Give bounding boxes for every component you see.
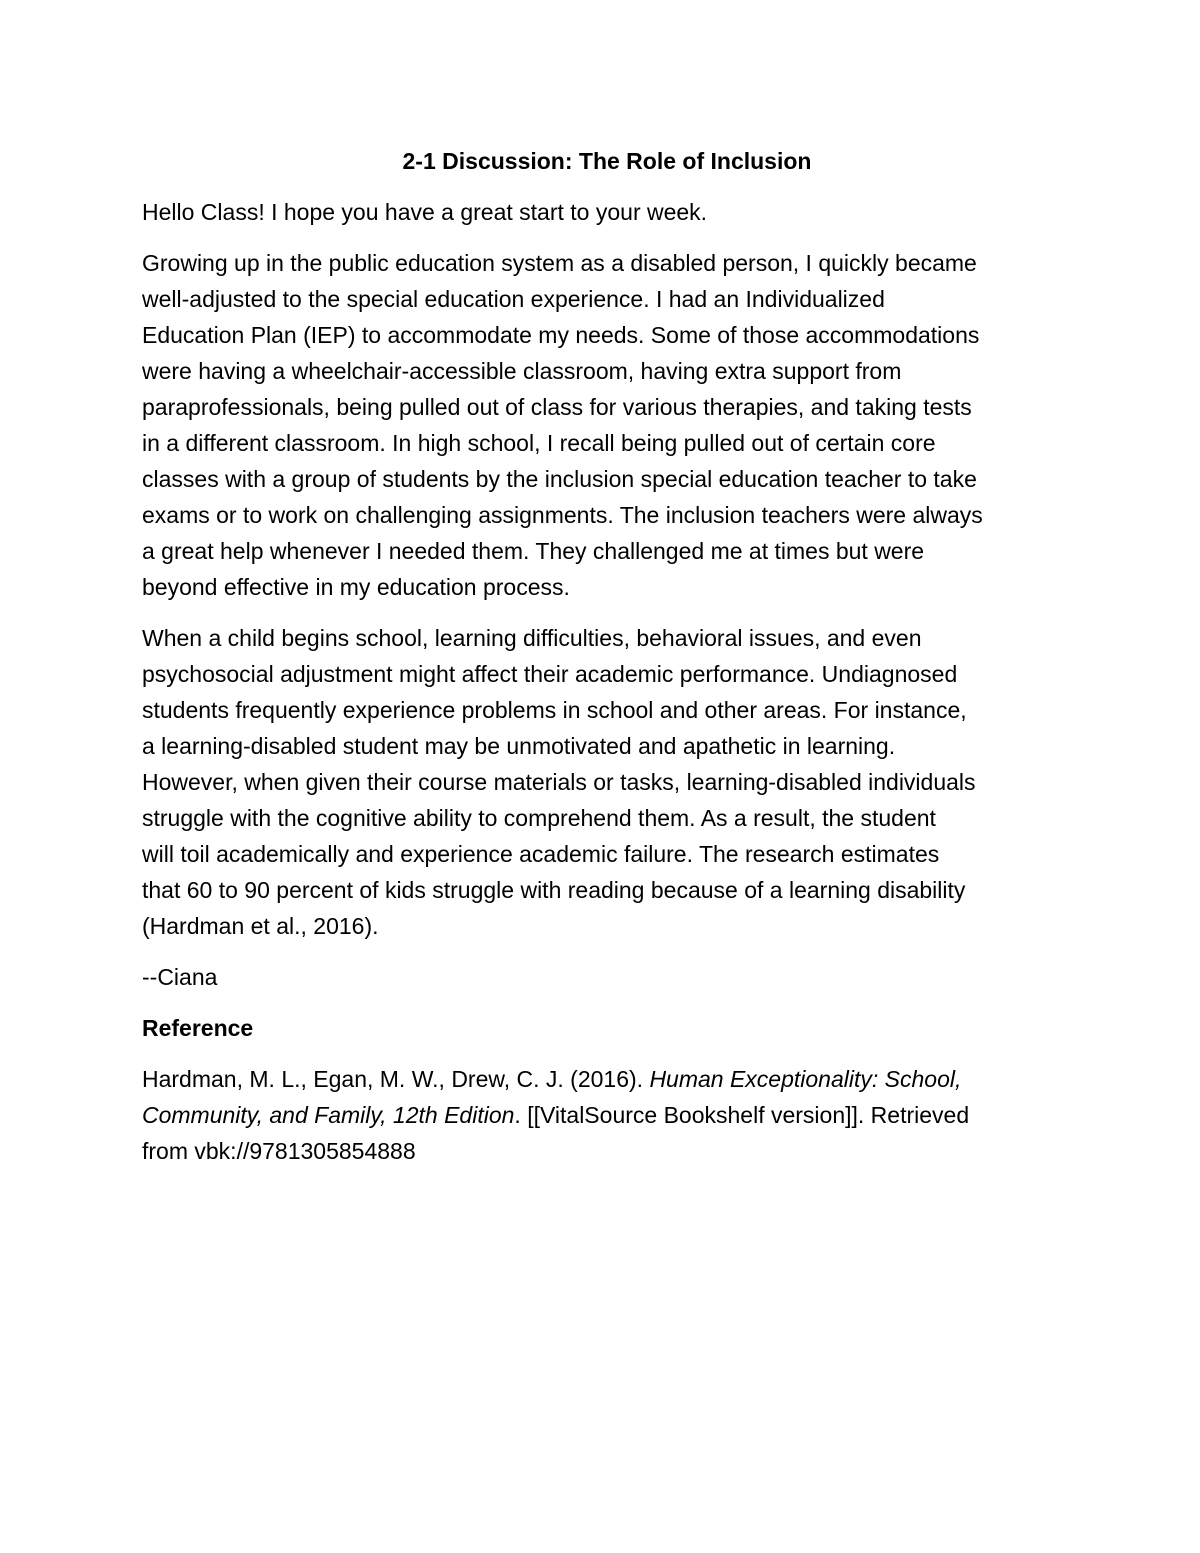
document-title: 2-1 Discussion: The Role of Inclusion xyxy=(402,148,812,174)
paragraph-line: exams or to work on challenging assignments. The inclusion teachers were always xyxy=(142,502,983,528)
paragraph-line: that 60 to 90 percent of kids struggle with reading because of a learning disability xyxy=(142,877,966,903)
paragraph-line: However, when given their course materials or tasks, learning-disabled individuals xyxy=(142,769,976,795)
paragraph-line: struggle with the cognitive ability to comprehend them. As a result, the student xyxy=(142,805,936,831)
body-paragraph-1 xyxy=(142,245,1072,605)
paragraph-line: classes with a group of students by the inclusion special education teacher to take xyxy=(142,466,977,492)
paragraph-line: a great help whenever I needed them. They challenged me at times but were xyxy=(142,538,925,564)
paragraph-line: beyond effective in my education process. xyxy=(142,574,570,600)
document-body xyxy=(142,143,1072,1184)
paragraph-line: well-adjusted to the special education experience. I had an Individualized xyxy=(142,286,885,312)
paragraph-line: (Hardman et al., 2016). xyxy=(142,913,379,939)
reference-book-title-part-2: Community, and Family, 12th Edition xyxy=(142,1102,515,1128)
reference-authors: Hardman, M. L., Egan, M. W., Drew, C. J. (2016). xyxy=(142,1066,650,1092)
reference-line-3: from vbk://9781305854888 xyxy=(142,1138,416,1164)
paragraph-line: paraprofessionals, being pulled out of class for various therapies, and taking tests xyxy=(142,394,972,420)
paragraph-line: Education Plan (IEP) to accommodate my needs. Some of those accommodations xyxy=(142,322,980,348)
body-paragraph-2 xyxy=(142,620,1072,944)
paragraph-line: psychosocial adjustment might affect their academic performance. Undiagnosed xyxy=(142,661,958,687)
paragraph-line: were having a wheelchair-accessible classroom, having extra support from xyxy=(142,358,902,384)
reference-book-title-part-1: Human Exceptionality: School, xyxy=(649,1066,962,1092)
reference-entry xyxy=(142,1061,1072,1169)
reference-version: . [[VitalSource Bookshelf version]]. Retrieved xyxy=(514,1102,970,1128)
reference-line-2 xyxy=(142,1097,1072,1133)
paragraph-line: a learning-disabled student may be unmotivated and apathetic in learning. xyxy=(142,733,896,759)
paragraph-line: Growing up in the public education system as a disabled person, I quickly became xyxy=(142,250,977,276)
paragraph-line: students frequently experience problems in school and other areas. For instance, xyxy=(142,697,967,723)
greeting-paragraph: Hello Class! I hope you have a great start to your week. xyxy=(142,199,708,225)
paragraph-line: will toil academically and experience academic failure. The research estimates xyxy=(142,841,940,867)
signature: --Ciana xyxy=(142,964,218,990)
paragraph-line: in a different classroom. In high school, I recall being pulled out of certain core xyxy=(142,430,936,456)
reference-heading: Reference xyxy=(142,1015,254,1041)
paragraph-line: When a child begins school, learning difficulties, behavioral issues, and even xyxy=(142,625,922,651)
reference-line-1 xyxy=(142,1061,1072,1097)
